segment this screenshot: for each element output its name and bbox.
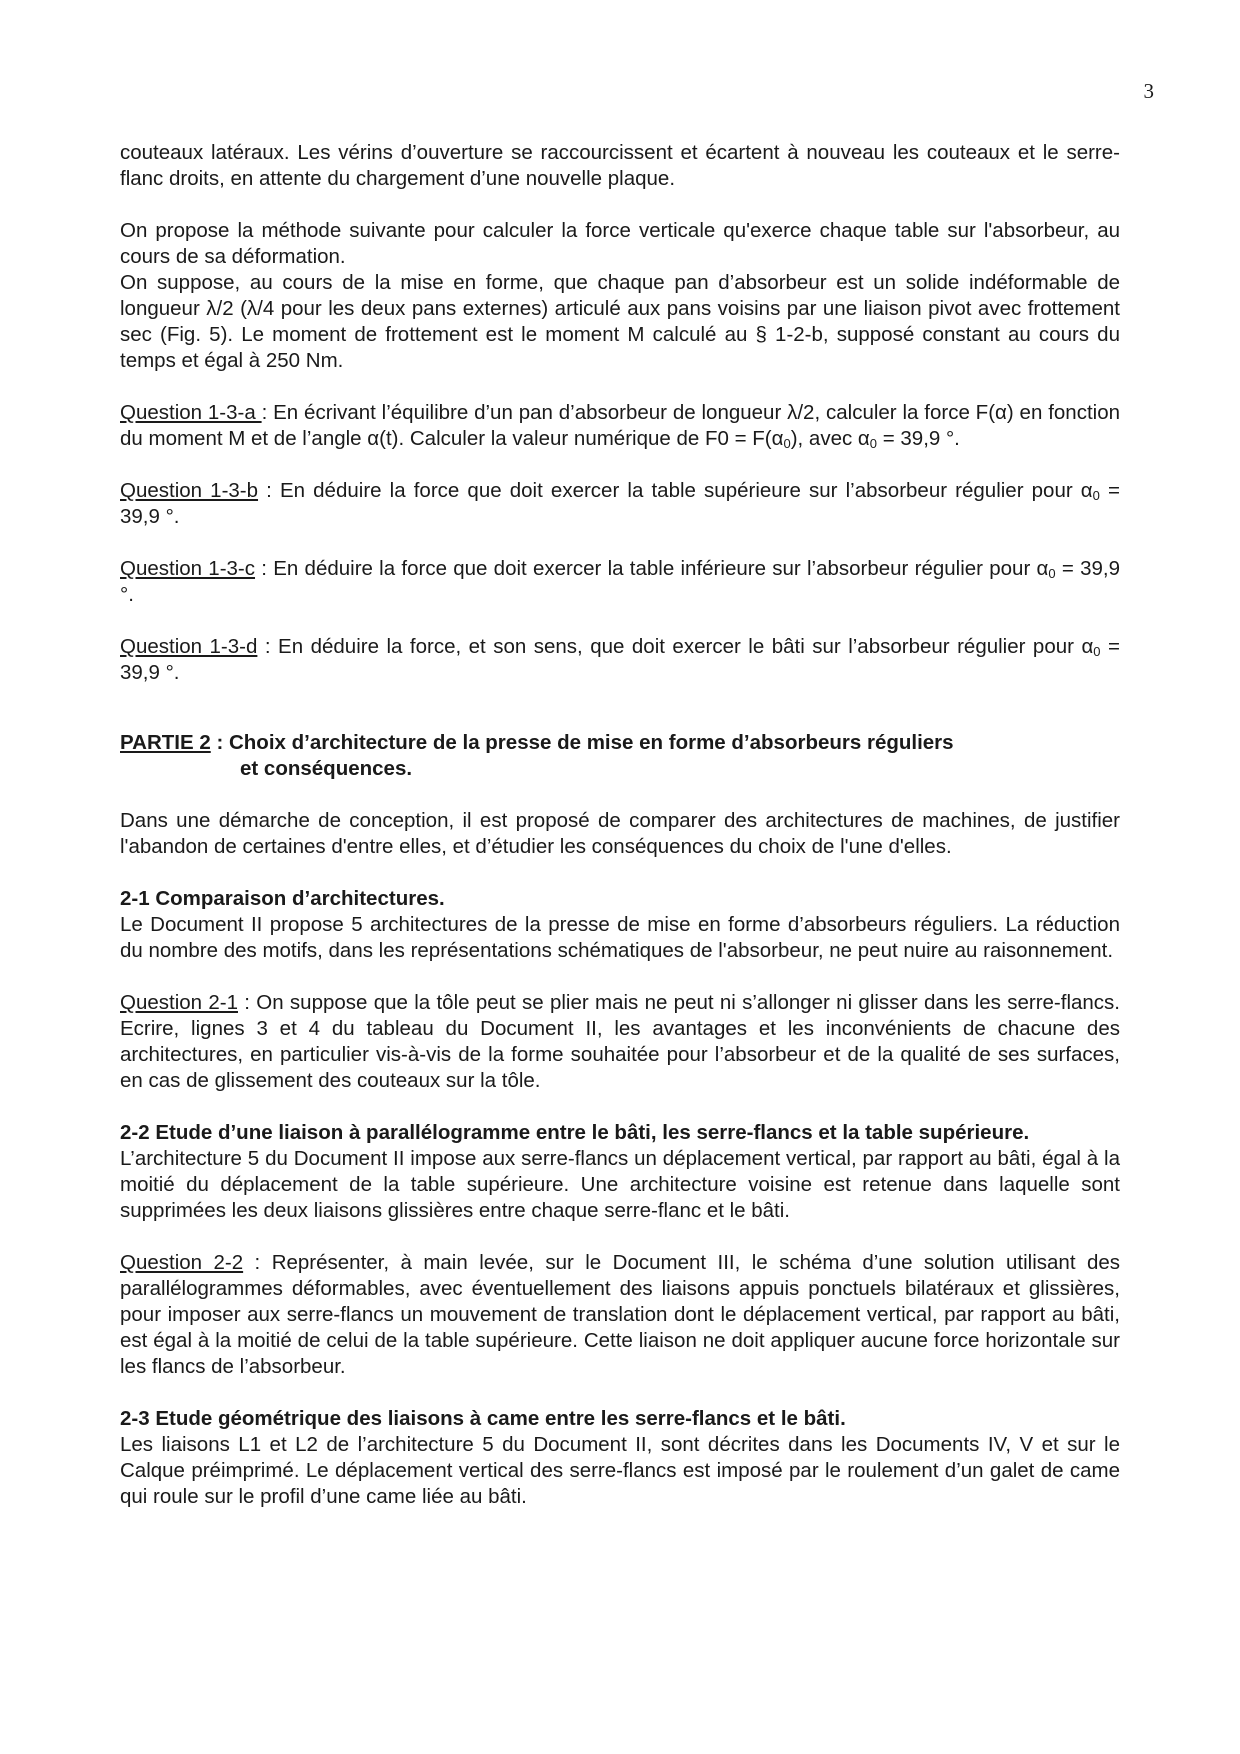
question-1-3-b: Question 1-3-b : En déduire la force que doit exercer la table supérieure sur l’absorbeur régulier pour $\alpha_0 = 39,9$ °.: [120, 479, 1120, 528]
question-1-3-d: Question 1-3-d : En déduire la force, et son sens, que doit exercer le bâti sur l’absorbeur régulier pour $\alpha_0 = 39,9$ °.: [120, 635, 1120, 684]
question-label: Question 1-3-a: [120, 401, 262, 424]
paragraph-intro-1: couteaux latéraux. Les vérins d’ouverture se raccourcissent et écartent à nouveau les couteaux et le serre-flanc droits, en attente du chargement d’une nouvelle plaque.: [120, 141, 1120, 190]
section-2-2-body: L’architecture 5 du Document II impose aux serre-flancs un déplacement vertical, par rapport au bâti, égal à la moitié du déplacement de la table supérieure. Une architecture voisine est retenue dans laquelle sont supprimées les deux liaisons glissières entre chaque serre-flanc et le bâti.: [120, 1147, 1120, 1222]
section-2-1-body: Le Document II propose 5 architectures de la presse de mise en forme d’absorbeurs réguliers. La réduction du nombre des motifs, dans les représentations schématiques de l'absorbeur, ne peut nuire au raisonnement.: [120, 913, 1120, 962]
question-label: Question 2-1: [120, 991, 238, 1014]
page-content: [120, 140, 1120, 1510]
question-2-2: Question 2-2 : Représenter, à main levée, sur le Document III, le schéma d’une solution utilisant des parallélogrammes déformables, avec éventuellement des liaisons appuis ponctuels bilatéraux et glissières, pour imposer aux serre-flancs un mouvement de translation dont le déplacement vertical, par rapport au bâti, est égal à la moitié de celui de la table supérieure. Cette liaison ne doit appliquer aucune force horizontale sur les flancs de l’absorbeur.: [120, 1251, 1121, 1378]
paragraph-intro-2: On propose la méthode suivante pour calculer la force verticale qu'exerce chaque table sur l'absorbeur, au cours de sa déformation.: [120, 219, 1120, 268]
section-2-3-heading: 2-3 Etude géométrique des liaisons à came entre les serre-flancs et le bâti.: [120, 1407, 846, 1430]
question-label: Question 2-2: [120, 1251, 244, 1274]
page-number: 3: [1143, 79, 1154, 103]
question-2-1: Question 2-1 : On suppose que la tôle peut se plier mais ne peut ni s’allonger ni glisser dans les serre-flancs. Ecrire, lignes 3 et 4 du tableau du Document II, les avantages et les inconvénients de chacune des architectures, en particulier vis-à-vis de la forme souhaitée pour l’absorbeur et de la qualité de ses surfaces, en cas de glissement des couteaux sur la tôle.: [120, 991, 1120, 1092]
paragraph-intro-3: On suppose, au cours de la mise en forme, que chaque pan d’absorbeur est un solide indéformable de longueur λ/2 (λ/4 pour les deux pans externes) articulé aux pans voisins par une liaison pivot avec frottement sec (Fig. 5). Le moment de frottement est le moment M calculé au § 1-2-b, supposé constant au cours du temps et égal à 250 Nm.: [120, 271, 1120, 372]
section-2-1-heading: 2-1 Comparaison d’architectures.: [120, 887, 445, 910]
section-2-3-body: Les liaisons L1 et L2 de l’architecture 5 du Document II, sont décrites dans les Documents IV, V et sur le Calque préimprimé. Le déplacement vertical des serre-flancs est imposé par le roulement d’un galet de came qui roule sur le profil d’une came liée au bâti.: [120, 1433, 1120, 1508]
question-label: Question 1-3-c: [120, 557, 256, 580]
question-1-3-c: Question 1-3-c : En déduire la force que doit exercer la table inférieure sur l’absorbeur régulier pour $\alpha_0 = 39,9$ °.: [120, 557, 1121, 606]
question-label: Question 1-3-d: [120, 635, 258, 658]
partie-label: PARTIE 2: [120, 731, 211, 754]
partie-2-intro: Dans une démarche de conception, il est proposé de comparer des architectures de machines, de justifier l'abandon de certaines d'entre elles, et d’étudier les conséquences du choix de l'une d'elles.: [120, 809, 1120, 858]
partie-2-heading: PARTIE 2 : Choix d’architecture de la presse de mise en forme d’absorbeurs réguliers et conséquences.: [120, 731, 954, 780]
section-2-2-heading: 2-2 Etude d’une liaison à parallélogramme entre le bâti, les serre-flancs et la table supérieure.: [120, 1121, 1030, 1144]
question-1-3-a: Question 1-3-a : En écrivant l’équilibre d’un pan d’absorbeur de longueur λ/2, calculer la force F(α) en fonction du moment M et de l’angle α(t). Calculer la valeur numérique de $F0 = F(\alpha_0)$, avec $\alpha_0 = 39,9$ °.: [120, 401, 1120, 451]
question-label: Question 1-3-b: [120, 479, 259, 502]
